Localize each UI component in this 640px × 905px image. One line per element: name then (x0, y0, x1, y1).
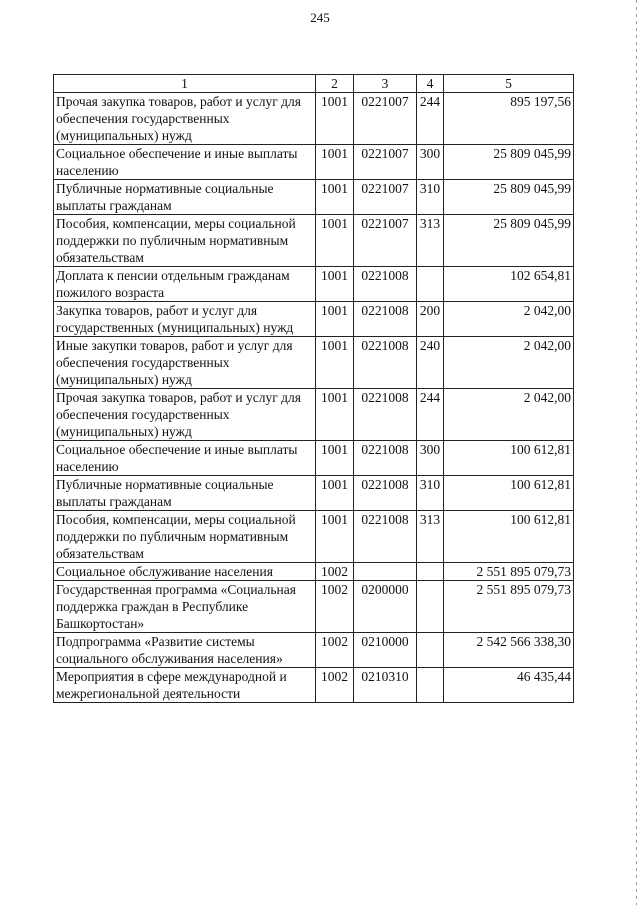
table-row (54, 337, 574, 389)
row-amount-cell: 46 435,44 (444, 668, 574, 703)
table-row (54, 180, 574, 215)
row-name-cell: Подпрограмма «Развитие системы социального обслуживания населения» (54, 633, 316, 668)
row-section-cell: 1001 (316, 215, 354, 267)
row-section-cell: 1001 (316, 337, 354, 389)
row-expense-cell: 200 (417, 302, 444, 337)
row-amount-cell: 2 542 566 338,30 (444, 633, 574, 668)
row-expense-cell: 313 (417, 215, 444, 267)
column-header-name: 1 (54, 75, 316, 93)
row-article-cell: 0221007 (354, 180, 417, 215)
page-edge-line (636, 0, 637, 905)
row-section-cell: 1001 (316, 511, 354, 563)
row-section-cell: 1001 (316, 389, 354, 441)
row-section-cell: 1002 (316, 563, 354, 581)
row-amount-cell: 25 809 045,99 (444, 215, 574, 267)
row-name-cell: Пособия, компенсации, меры социальной поддержки по публичным нормативным обязательствам (54, 215, 316, 267)
table-body (54, 93, 574, 703)
row-expense-cell: 244 (417, 93, 444, 145)
row-article-cell: 0221007 (354, 93, 417, 145)
column-header-section: 2 (316, 75, 354, 93)
table-row (54, 145, 574, 180)
row-article-cell: 0210310 (354, 668, 417, 703)
row-name-cell: Иные закупки товаров, работ и услуг для обеспечения государственных (муниципальных) нужд (54, 337, 316, 389)
row-expense-cell: 313 (417, 511, 444, 563)
row-article-cell: 0221008 (354, 476, 417, 511)
row-expense-cell: 310 (417, 476, 444, 511)
table-row (54, 633, 574, 668)
row-amount-cell: 2 551 895 079,73 (444, 563, 574, 581)
row-section-cell: 1001 (316, 93, 354, 145)
row-name-cell: Государственная программа «Социальная поддержка граждан в Республике Башкортостан» (54, 581, 316, 633)
row-expense-cell (417, 633, 444, 668)
row-name-cell: Социальное обеспечение и иные выплаты населению (54, 145, 316, 180)
table-row (54, 267, 574, 302)
row-section-cell: 1001 (316, 180, 354, 215)
row-section-cell: 1002 (316, 668, 354, 703)
row-article-cell (354, 563, 417, 581)
row-article-cell: 0221007 (354, 215, 417, 267)
row-article-cell: 0200000 (354, 581, 417, 633)
row-name-cell: Социальное обеспечение и иные выплаты населению (54, 441, 316, 476)
row-expense-cell: 244 (417, 389, 444, 441)
row-amount-cell: 2 551 895 079,73 (444, 581, 574, 633)
row-name-cell: Пособия, компенсации, меры социальной поддержки по публичным нормативным обязательствам (54, 511, 316, 563)
row-name-cell: Социальное обслуживание населения (54, 563, 316, 581)
row-article-cell: 0221008 (354, 302, 417, 337)
table-row (54, 581, 574, 633)
column-header-article: 3 (354, 75, 417, 93)
table-row (54, 563, 574, 581)
row-amount-cell: 25 809 045,99 (444, 145, 574, 180)
row-name-cell: Мероприятия в сфере международной и межрегиональной деятельности (54, 668, 316, 703)
row-section-cell: 1001 (316, 441, 354, 476)
row-amount-cell: 2 042,00 (444, 389, 574, 441)
row-article-cell: 0221008 (354, 267, 417, 302)
row-section-cell: 1001 (316, 267, 354, 302)
row-amount-cell: 100 612,81 (444, 441, 574, 476)
column-header-amount: 5 (444, 75, 574, 93)
row-section-cell: 1001 (316, 145, 354, 180)
row-expense-cell: 300 (417, 145, 444, 180)
row-amount-cell: 2 042,00 (444, 302, 574, 337)
row-name-cell: Прочая закупка товаров, работ и услуг для обеспечения государственных (муниципальных) нужд (54, 93, 316, 145)
row-expense-cell (417, 668, 444, 703)
table-row (54, 93, 574, 145)
row-expense-cell (417, 563, 444, 581)
table-row (54, 441, 574, 476)
row-article-cell: 0221008 (354, 337, 417, 389)
table-row (54, 389, 574, 441)
table-row (54, 476, 574, 511)
column-header-expense: 4 (417, 75, 444, 93)
row-article-cell: 0221008 (354, 389, 417, 441)
row-amount-cell: 102 654,81 (444, 267, 574, 302)
row-article-cell: 0221008 (354, 441, 417, 476)
row-expense-cell: 240 (417, 337, 444, 389)
row-expense-cell (417, 581, 444, 633)
row-name-cell: Прочая закупка товаров, работ и услуг для обеспечения государственных (муниципальных) нужд (54, 389, 316, 441)
row-article-cell: 0210000 (354, 633, 417, 668)
table-row (54, 511, 574, 563)
row-name-cell: Публичные нормативные социальные выплаты гражданам (54, 476, 316, 511)
row-amount-cell: 100 612,81 (444, 511, 574, 563)
row-article-cell: 0221008 (354, 511, 417, 563)
row-name-cell: Закупка товаров, работ и услуг для государственных (муниципальных) нужд (54, 302, 316, 337)
row-expense-cell: 300 (417, 441, 444, 476)
table-row (54, 668, 574, 703)
row-name-cell: Доплата к пенсии отдельным гражданам пожилого возраста (54, 267, 316, 302)
row-section-cell: 1001 (316, 302, 354, 337)
table-header-row (54, 75, 574, 93)
table-row (54, 215, 574, 267)
row-article-cell: 0221007 (354, 145, 417, 180)
row-amount-cell: 25 809 045,99 (444, 180, 574, 215)
row-expense-cell (417, 267, 444, 302)
row-amount-cell: 100 612,81 (444, 476, 574, 511)
row-amount-cell: 2 042,00 (444, 337, 574, 389)
page-number: 245 (310, 10, 330, 25)
row-section-cell: 1002 (316, 581, 354, 633)
row-expense-cell: 310 (417, 180, 444, 215)
row-section-cell: 1001 (316, 476, 354, 511)
table-row (54, 302, 574, 337)
budget-table (53, 74, 574, 703)
row-name-cell: Публичные нормативные социальные выплаты гражданам (54, 180, 316, 215)
row-section-cell: 1002 (316, 633, 354, 668)
row-amount-cell: 895 197,56 (444, 93, 574, 145)
